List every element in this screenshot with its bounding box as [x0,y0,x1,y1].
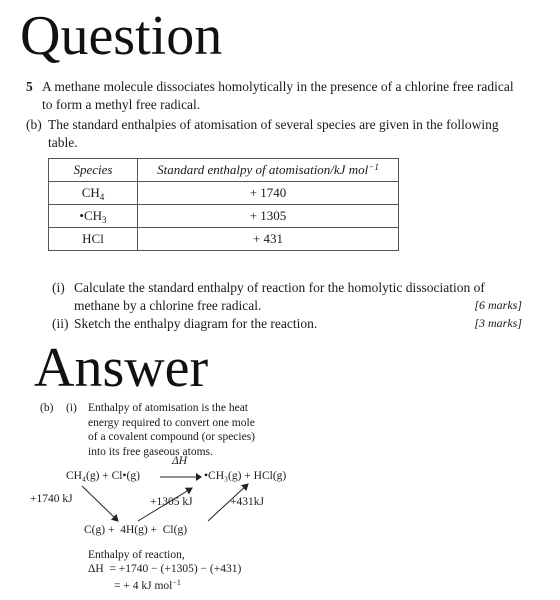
enthalpy-title: Enthalpy of reaction, [88,549,185,561]
reactants-label: CH₄(g) + Cl•(g) [66,470,140,482]
question-stem-line-2: to form a methyl free radical. [42,97,201,112]
delta-h-label: ΔH [172,455,188,467]
sub-i-label: (i) [52,280,65,295]
value-cell: + 431 [138,228,399,251]
sub-ii-text: Sketch the enthalpy diagram for the reaction. [74,316,318,331]
question-heading: Question [20,5,223,67]
question-stem-line-1: A methane molecule dissociates homolytically in the presence of a chlorine free radical [42,79,514,94]
value-cell: + 1740 [138,182,399,205]
species-cell: $•CH_3$ [49,205,138,228]
ch3-atomisation-label: +1305 kJ [150,496,193,508]
value-cell: + 1305 [138,205,399,228]
result-line: = + 4 kJ mol$^{-1}$ [114,578,181,592]
sub-i-line-2: methane by a chlorine free radical. [74,298,262,313]
header-enthalpy: Standard enthalpy of atomisation/kJ mol$^{-1}$ [138,159,399,182]
definition-line: into its free gaseous atoms. [88,445,213,458]
part-b-label: (b) [26,117,42,132]
products-label: •CH₃(g) + HCl(g) [204,470,287,482]
sub-ii-label: (ii) [52,316,69,331]
part-b-line-2: table. [48,135,78,150]
hcl-atomisation-label: +431kJ [230,496,264,508]
header-species: Species [49,159,138,182]
gaseous-atoms-label: C(g) + 4H(g) + Cl(g) [84,524,188,536]
definition-line: energy required to convert one mole [88,416,255,429]
species-cell: HCl [49,228,138,251]
question-number: 5 [26,79,33,94]
species-cell: $CH_4$ [49,182,138,205]
definition-line: of a covalent compound (or species) [88,431,256,443]
answer-part-label: (b) [40,402,54,414]
definition-line: Enthalpy of atomisation is the heat [88,402,249,414]
answer-heading: Answer [34,337,209,399]
sub-ii-marks: [3 marks] [474,316,522,330]
ch4-to-atoms-arrow [82,486,118,521]
sub-i-marks: [6 marks] [474,298,522,312]
sub-i-line-1: Calculate the standard enthalpy of reaction for the homolytic dissociation of [74,280,485,295]
ch4-atomisation-label: +1740 kJ [30,493,73,505]
answer-sub-label: (i) [66,402,77,414]
part-b-line-1: The standard enthalpies of atomisation of several species are given in the following [48,117,499,132]
calculation-line: ΔH = +1740 − (+1305) − (+431) [88,563,242,575]
